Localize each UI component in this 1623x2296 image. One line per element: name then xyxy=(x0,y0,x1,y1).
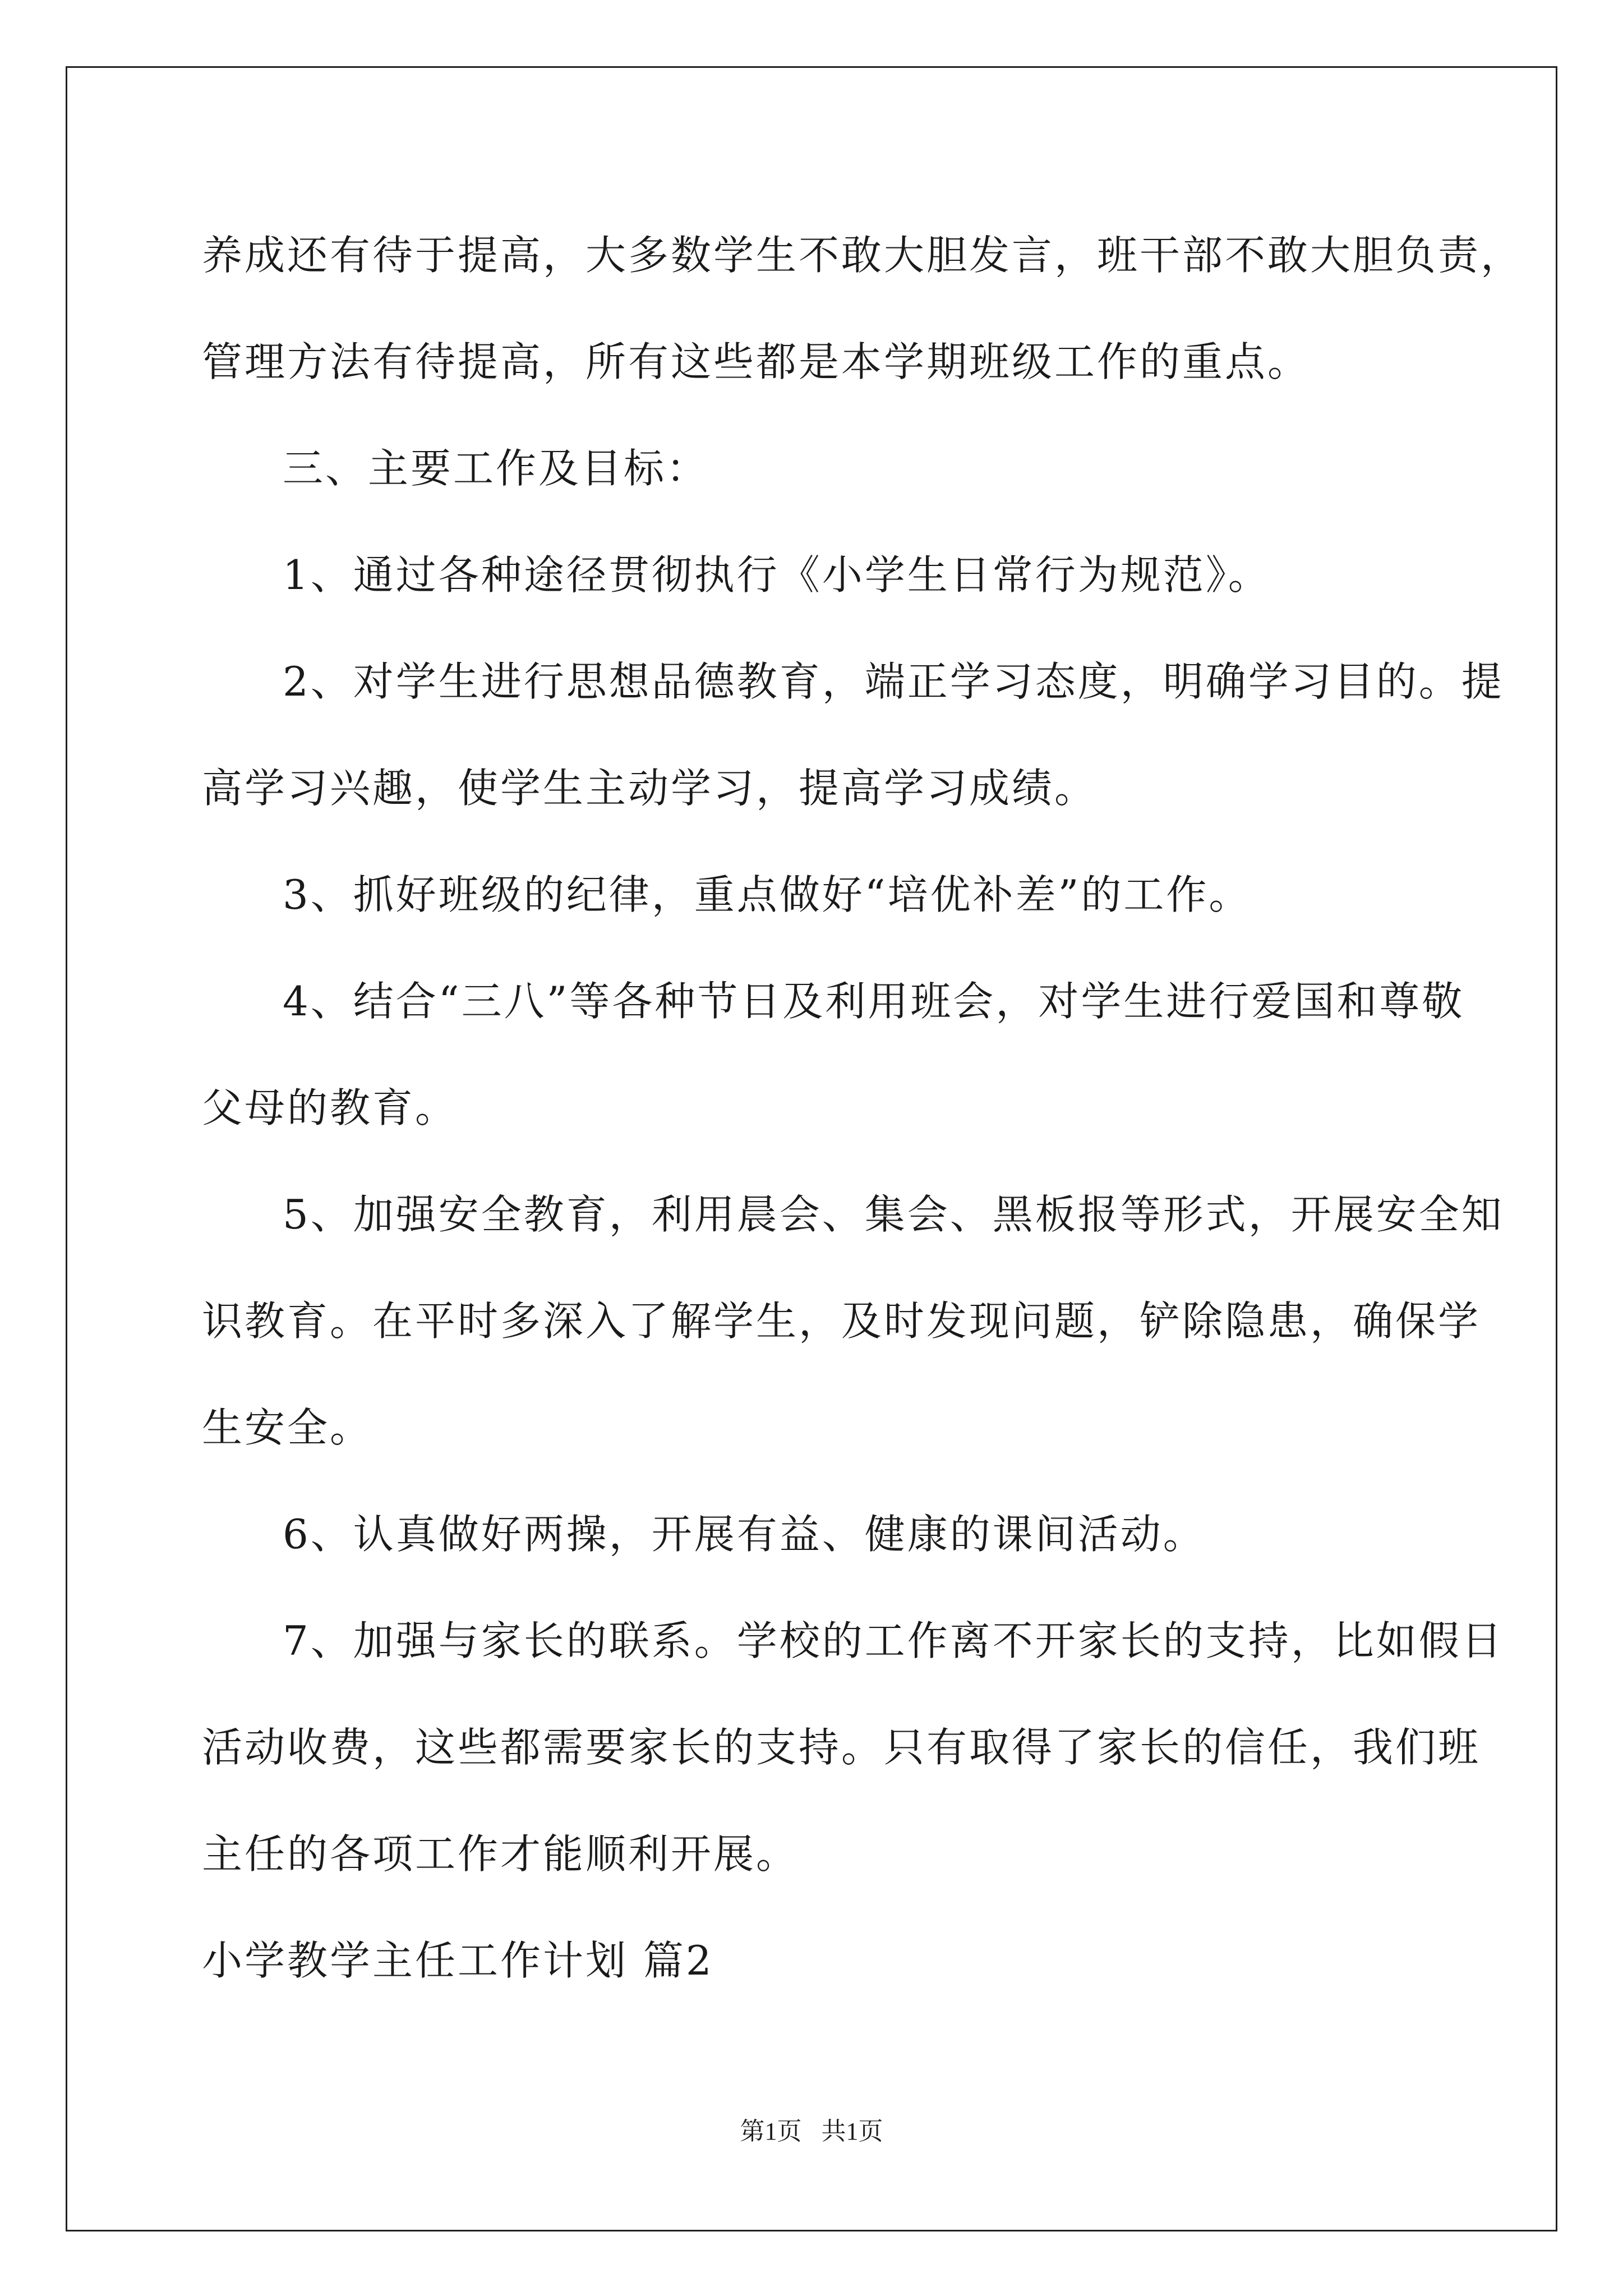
text-line: 管理方法有待提高，所有这些都是本学期班级工作的重点。 xyxy=(202,338,1311,385)
page-footer xyxy=(0,2115,1623,2148)
list-item: 4、结合“三八”等各种节日及利用班会，对学生进行爱国和尊敬 xyxy=(283,978,1465,1025)
page-number: 第1页 xyxy=(740,2118,802,2145)
text-line: 识教育。在平时多深入了解学生，及时发现问题，铲除隐患，确保学 xyxy=(202,1297,1481,1345)
text-line: 主任的各项工作才能顺利开展。 xyxy=(202,1830,799,1878)
text-line: 父母的教育。 xyxy=(202,1084,458,1131)
page-total: 共1页 xyxy=(821,2118,883,2145)
list-item: 5、加强安全教育，利用晨会、集会、黑板报等形式，开展安全知 xyxy=(283,1191,1504,1238)
text-line: 生安全。 xyxy=(202,1404,373,1451)
text-line: 养成还有待于提高，大多数学生不敢大胆发言，班干部不敢大胆负责， xyxy=(202,232,1524,279)
text-line: 活动收费，这些都需要家长的支持。只有取得了家长的信任，我们班 xyxy=(202,1724,1481,1771)
list-item: 6、认真做好两操，开展有益、健康的课间活动。 xyxy=(283,1511,1206,1558)
list-item: 2、对学生进行思想品德教育，端正学习态度，明确学习目的。提 xyxy=(283,658,1504,705)
list-item: 7、加强与家长的联系。学校的工作离不开家长的支持，比如假日 xyxy=(283,1617,1504,1664)
document-title: 小学教学主任工作计划 篇2 xyxy=(202,1937,714,1984)
text-line: 高学习兴趣，使学生主动学习，提高学习成绩。 xyxy=(202,765,1098,812)
list-item: 1、通过各种途径贯彻执行《小学生日常行为规范》。 xyxy=(283,551,1271,599)
list-item: 3、抓好班级的纪律，重点做好“培优补差”的工作。 xyxy=(283,871,1252,918)
section-heading: 三、主要工作及目标： xyxy=(283,445,709,492)
document-body xyxy=(202,202,1524,2014)
